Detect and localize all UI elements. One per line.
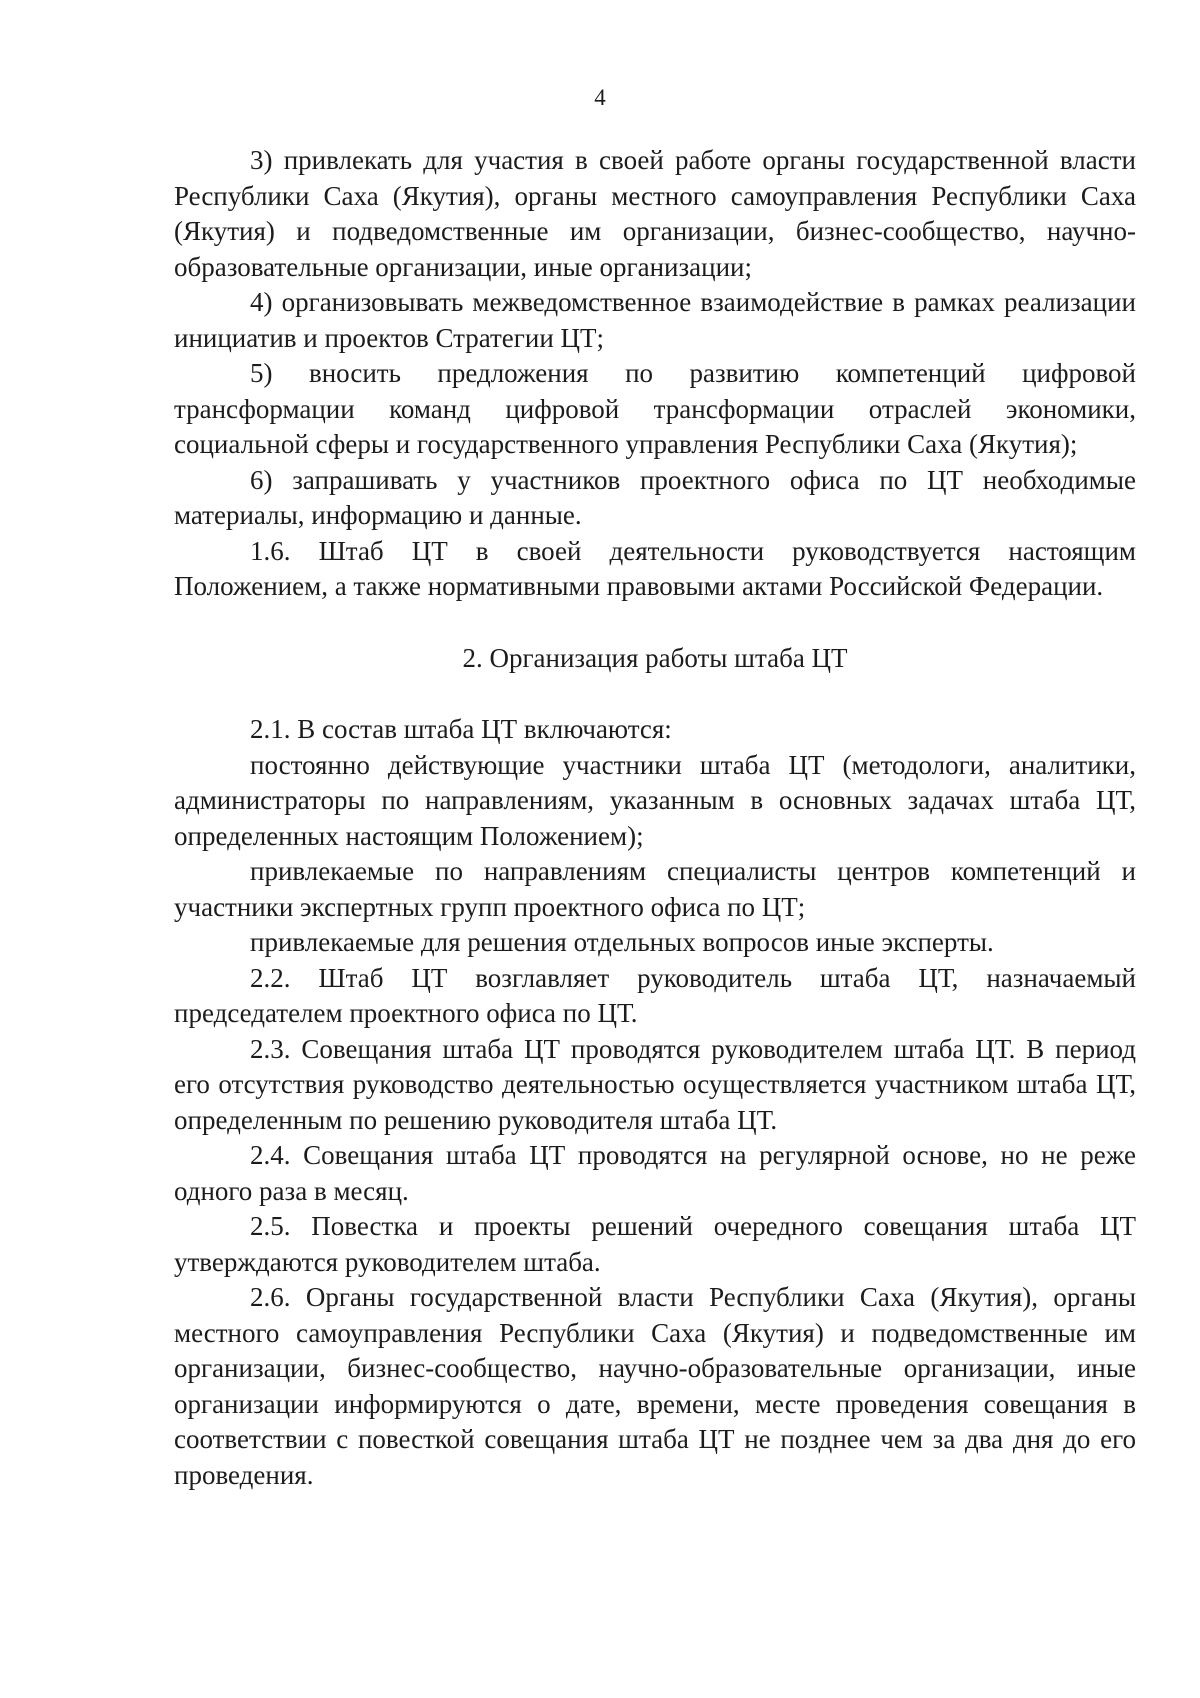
paragraph-item-4: 4) организовывать межведомственное взаимодействие в рамках реализации инициатив и проектов Стратегии ЦТ; [174,287,1136,353]
paragraph-item-3: 3) привлекать для участия в своей работе органы государственной власти Республики Саха (Якутия), органы местного самоуправления Республики Саха (Якутия) и подведомственные им организации, бизнес-сообщество, научно-образовательные организации, иные организации; [174,145,1136,282]
paragraph-2-1-permanent-members: постоянно действующие участники штаба ЦТ (методологи, аналитики, администраторы по направлениям, указанным в основных задачах штаба ЦТ, определенных настоящим Положением); [174,749,1136,851]
paragraph-2-3: 2.3. Совещания штаба ЦТ проводятся руководителем штаба ЦТ. В период его отсутствия руководство деятельностью осуществляется участником штаба ЦТ, определенным по решению руководителя штаба ЦТ. [174,1033,1136,1135]
paragraph-item-5: 5) вносить предложения по развитию компетенций цифровой трансформации команд цифровой трансформации отраслей экономики, социальной сферы и государственного управления Республики Саха (Якутия); [174,358,1136,459]
section-heading: 2. Организация работы штаба ЦТ [462,642,848,673]
paragraph-1-6: 1.6. Штаб ЦТ в своей деятельности руководствуется настоящим Положением, а также нормативными правовыми актами Российской Федерации. [174,535,1136,601]
paragraph-2-5: 2.5. Повестка и проекты решений очередного совещания штаба ЦТ утверждаются руководителем штаба. [174,1211,1136,1277]
paragraph-2-1-specialists: привлекаемые по направлениям специалисты центров компетенций и участники экспертных групп проектного офиса по ЦТ; [174,856,1136,922]
page-number: 4 [594,85,606,110]
document-body [174,143,1136,1493]
paragraph-2-4: 2.4. Совещания штаба ЦТ проводятся на регулярной основе, но не реже одного раза в месяц. [174,1140,1136,1206]
paragraph-2-6: 2.6. Органы государственной власти Республики Саха (Якутия), органы местного самоуправления Республики Саха (Якутия) и подведомственные им организации, бизнес-сообщество, научно-образовательные организации, иные организации информируются о дате, времени, месте проведения совещания в соответствии с повесткой совещания штаба ЦТ не позднее чем за два дня до его проведения. [174,1282,1136,1490]
paragraph-item-6: 6) запрашивать у участников проектного офиса по ЦТ необходимые материалы, информацию и данные. [174,464,1136,530]
paragraph-2-2: 2.2. Штаб ЦТ возглавляет руководитель штаба ЦТ, назначаемый председателем проектного офиса по ЦТ. [174,962,1136,1028]
paragraph-2-1-experts: привлекаемые для решения отдельных вопросов иные эксперты. [250,927,994,957]
paragraph-2-1: 2.1. В состав штаба ЦТ включаются: [250,714,672,744]
